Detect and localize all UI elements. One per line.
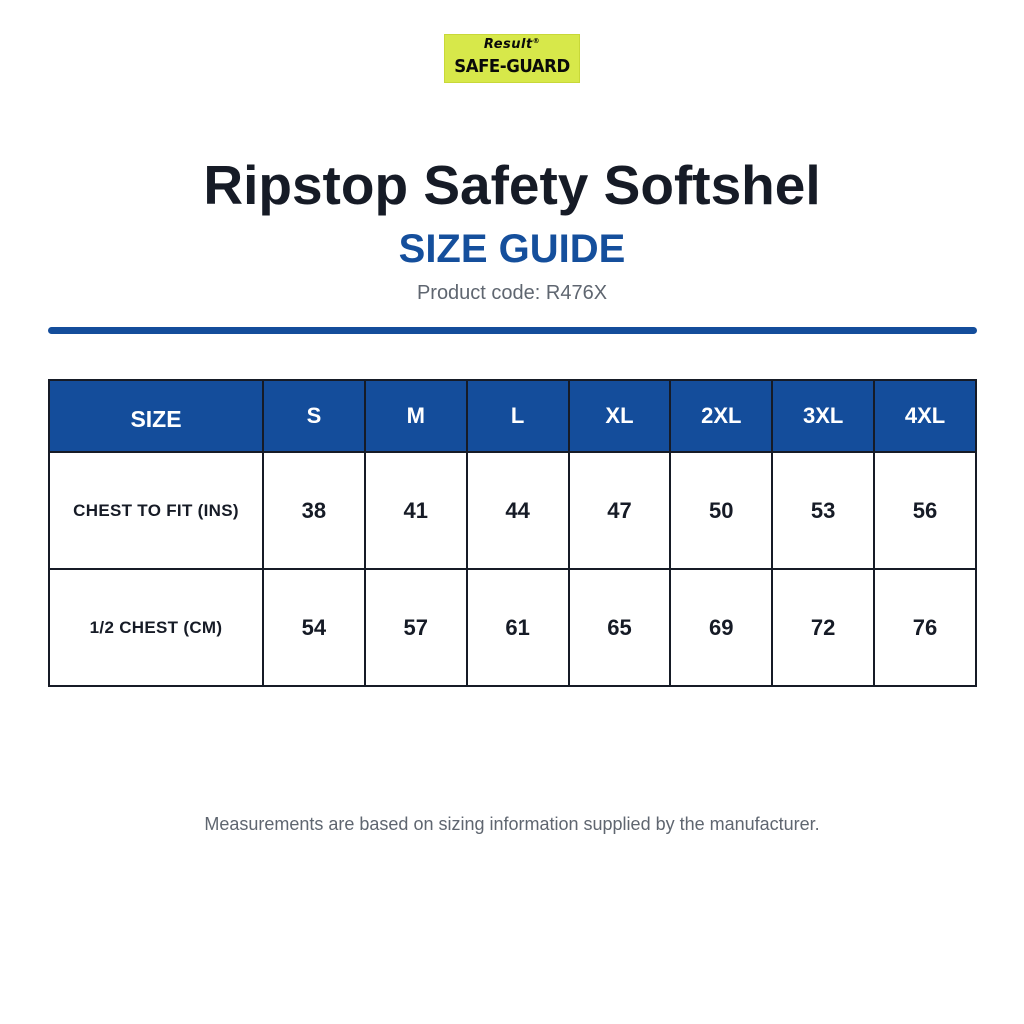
page-title: Ripstop Safety Softshel [203,154,821,216]
size-header-l: L [467,380,569,452]
brand-logo [444,34,580,83]
logo-wordmark-safeguard: SAFE-GUARD [454,56,570,77]
table-cell: 69 [670,569,772,686]
table-cell: 44 [467,452,569,569]
table-cell: 76 [874,569,976,686]
logo-wordmark-result [445,37,579,52]
table-cell: 50 [670,452,772,569]
table-cell: 53 [772,452,874,569]
size-table [48,379,977,687]
size-header-xl: XL [569,380,671,452]
table-cell: 47 [569,452,671,569]
table-row [49,452,976,569]
table-cell: 41 [365,452,467,569]
size-header-s: S [263,380,365,452]
size-header-m: M [365,380,467,452]
product-code: Product code: R476X [416,282,608,304]
size-header-4xl: 4XL [874,380,976,452]
table-row [49,569,976,686]
size-header-2xl: 2XL [670,380,772,452]
row-label-half-chest-cm: 1/2 CHEST (CM) [49,569,263,686]
table-cell: 61 [467,569,569,686]
logo-registered-mark: ® [532,37,541,45]
page-subtitle: SIZE GUIDE [398,227,626,271]
header-divider [48,327,977,334]
size-column-header: SIZE [49,380,263,452]
table-cell: 38 [263,452,365,569]
table-cell: 54 [263,569,365,686]
table-cell: 65 [569,569,671,686]
measurement-note: Measurements are based on sizing information supplied by the manufacturer. [204,814,820,834]
logo-result-text: Result [483,37,533,52]
table-cell: 57 [365,569,467,686]
size-header-3xl: 3XL [772,380,874,452]
table-cell: 56 [874,452,976,569]
size-header-row [49,380,976,452]
table-cell: 72 [772,569,874,686]
row-label-chest-ins: CHEST TO FIT (INS) [49,452,263,569]
